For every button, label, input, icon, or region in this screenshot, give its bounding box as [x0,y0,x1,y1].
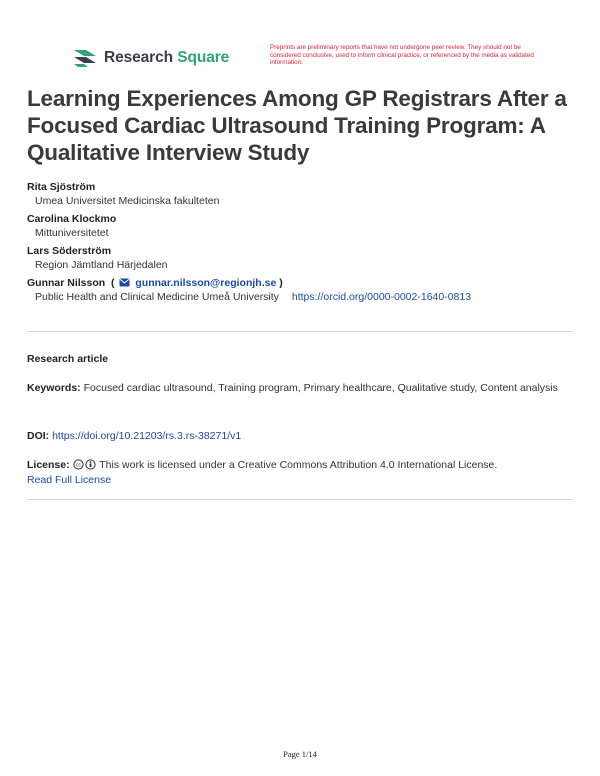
creative-commons-icon [73,459,97,470]
divider [27,499,573,500]
keywords-label: Keywords: [27,382,81,394]
license-label: License: [27,459,70,471]
author-block [27,180,573,208]
divider [27,331,573,332]
author-affiliation: Mittuniversitetet [35,227,109,239]
page-number: Page 1/14 [283,749,317,759]
read-full-license-link[interactable]: Read Full License [27,473,112,486]
author-name: Lars Söderström [27,245,112,257]
author-affiliation: Umea Universitet Medicinska fakulteten [35,195,220,207]
logo-text: Research Square [104,49,230,66]
keywords-text: Focused cardiac ultrasound, Training program, Primary healthcare, Qualitative study, Content analysis [83,382,558,394]
article-type: Research article [27,353,109,365]
envelope-icon [119,278,130,287]
doi-label: DOI: [27,430,50,442]
orcid-link[interactable]: https://orcid.org/0000-0002-1640-0813 [291,291,472,303]
corresponding-author-block [27,276,573,304]
author-name: Carolina Klockmo [27,213,117,225]
author-affiliation: Public Health and Clinical Medicine Umeå University https://orcid.org/0000-0002-1640-0813 [35,291,472,303]
preprint-disclaimer: Preprints are preliminary reports that have not undergone peer review. They should not be considered conclusive, used to inform clinical practice, or referenced by the media as validated information. [270,44,534,67]
svg-text:cc: cc [75,462,81,469]
corresponding-author-name: Gunnar Nilsson ( gunnar.nilsson@regionjh.se ) [27,277,283,289]
author-list [27,180,573,308]
keywords [27,381,573,396]
license-text: This work is licensed under a Creative Commons Attribution 4.0 International License. [99,459,498,471]
author-block [27,244,573,272]
research-square-logo[interactable] [72,46,229,70]
author-name: Rita Sjöström [27,181,96,193]
email-link[interactable]: gunnar.nilsson@regionjh.se [135,277,277,289]
author-affiliation: Region Jämtland Härjedalen [35,259,168,271]
doi-link[interactable]: https://doi.org/10.21203/rs.3.rs-38271/v1 [52,430,242,442]
research-square-logo-icon [72,46,98,70]
doi [27,429,573,444]
author-block [27,212,573,240]
paper-title: Learning Experiences Among GP Registrars After a Focused Cardiac Ultrasound Training Program: A Qualitative Interview Study [27,86,567,165]
license [27,458,573,487]
